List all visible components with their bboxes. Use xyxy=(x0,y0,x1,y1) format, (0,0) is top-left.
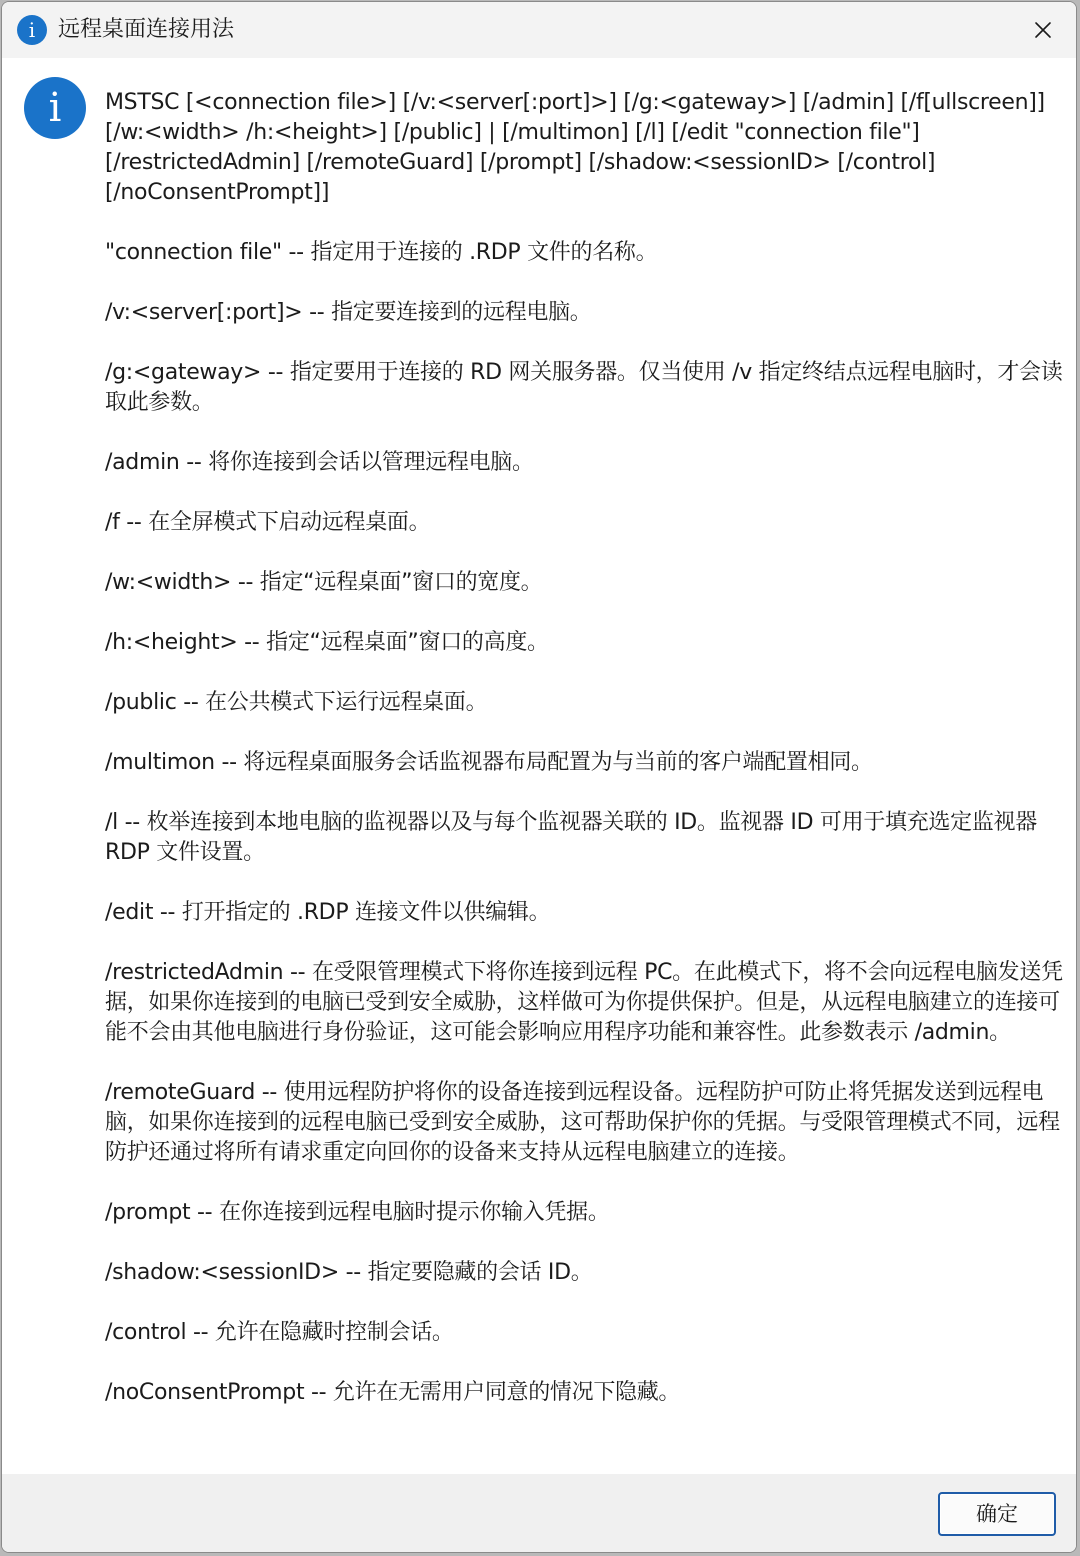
window-title: 远程桌面连接用法 xyxy=(58,17,235,42)
option-height: /h:<height> -- 指定“远程桌面”窗口的高度。 xyxy=(105,630,549,655)
option-admin: /admin -- 将你连接到会话以管理远程电脑。 xyxy=(105,450,534,475)
option-remote-guard: /remoteGuard -- 使用远程防护将你的设备连接到远程设备。远程防护可防止将凭据发送到远程电脑，如果你连接到的远程电脑已受到安全威胁，这可帮助保护你的凭据。与受限管理模式不同，远程防护还通过将所有请求重定向回你的设备来支持从远程电脑建立的连接。 xyxy=(105,1080,1060,1165)
close-button[interactable] xyxy=(1010,2,1076,58)
option-connection-file: "connection file" -- 指定用于连接的 .RDP 文件的名称。 xyxy=(105,240,658,265)
usage-syntax: MSTSC [<connection file>] [/v:<server[:port]>] [/g:<gateway>] [/admin] [/f[ullscreen]] [/w:<width> /h:<height>] [/public] | [/multimon] [/l] [/edit "connection file"] [/restrictedAdmin] [/remoteGuard] [/prompt] [/shadow:<sessionID> [/control] [/noConsentPrompt]] xyxy=(105,90,1045,205)
option-edit: /edit -- 打开指定的 .RDP 连接文件以供编辑。 xyxy=(105,900,551,925)
option-server: /v:<server[:port]> -- 指定要连接到的远程电脑。 xyxy=(105,300,592,325)
close-icon xyxy=(1034,21,1052,39)
usage-message xyxy=(105,88,1063,1438)
option-shadow: /shadow:<sessionID> -- 指定要隐藏的会话 ID。 xyxy=(105,1260,593,1285)
option-width: /w:<width> -- 指定“远程桌面”窗口的宽度。 xyxy=(105,570,543,595)
dialog-window xyxy=(1,1,1077,1553)
option-fullscreen: /f -- 在全屏模式下启动远程桌面。 xyxy=(105,510,431,535)
option-multimon: /multimon -- 将远程桌面服务会话监视器布局配置为与当前的客户端配置相同。 xyxy=(105,750,873,775)
option-no-consent-prompt: /noConsentPrompt -- 允许在无需用户同意的情况下隐藏。 xyxy=(105,1380,681,1405)
dialog-content xyxy=(2,58,1076,1474)
info-icon-small: i xyxy=(17,15,47,45)
option-prompt: /prompt -- 在你连接到远程电脑时提示你输入凭据。 xyxy=(105,1200,610,1225)
option-gateway: /g:<gateway> -- 指定要用于连接的 RD 网关服务器。仅当使用 /v 指定终结点远程电脑时，才会读取此参数。 xyxy=(105,360,1063,415)
ok-button[interactable]: 确定 xyxy=(938,1492,1056,1536)
option-control: /control -- 允许在隐藏时控制会话。 xyxy=(105,1320,454,1345)
info-icon: i xyxy=(24,77,86,139)
option-list-monitors: /l -- 枚举连接到本地电脑的监视器以及与每个监视器关联的 ID。监视器 ID 可用于填充选定监视器 RDP 文件设置。 xyxy=(105,810,1037,865)
option-public: /public -- 在公共模式下运行远程桌面。 xyxy=(105,690,488,715)
title-bar[interactable] xyxy=(2,2,1076,58)
option-restricted-admin: /restrictedAdmin -- 在受限管理模式下将你连接到远程 PC。在此模式下，将不会向远程电脑发送凭据，如果你连接到的电脑已受到安全威胁，这样做可为你提供保护。但是，从远程电脑建立的连接可能不会由其他电脑进行身份验证，这可能会影响应用程序功能和兼容性。此参数表示 /admin。 xyxy=(105,960,1063,1045)
dialog-footer xyxy=(2,1474,1076,1553)
